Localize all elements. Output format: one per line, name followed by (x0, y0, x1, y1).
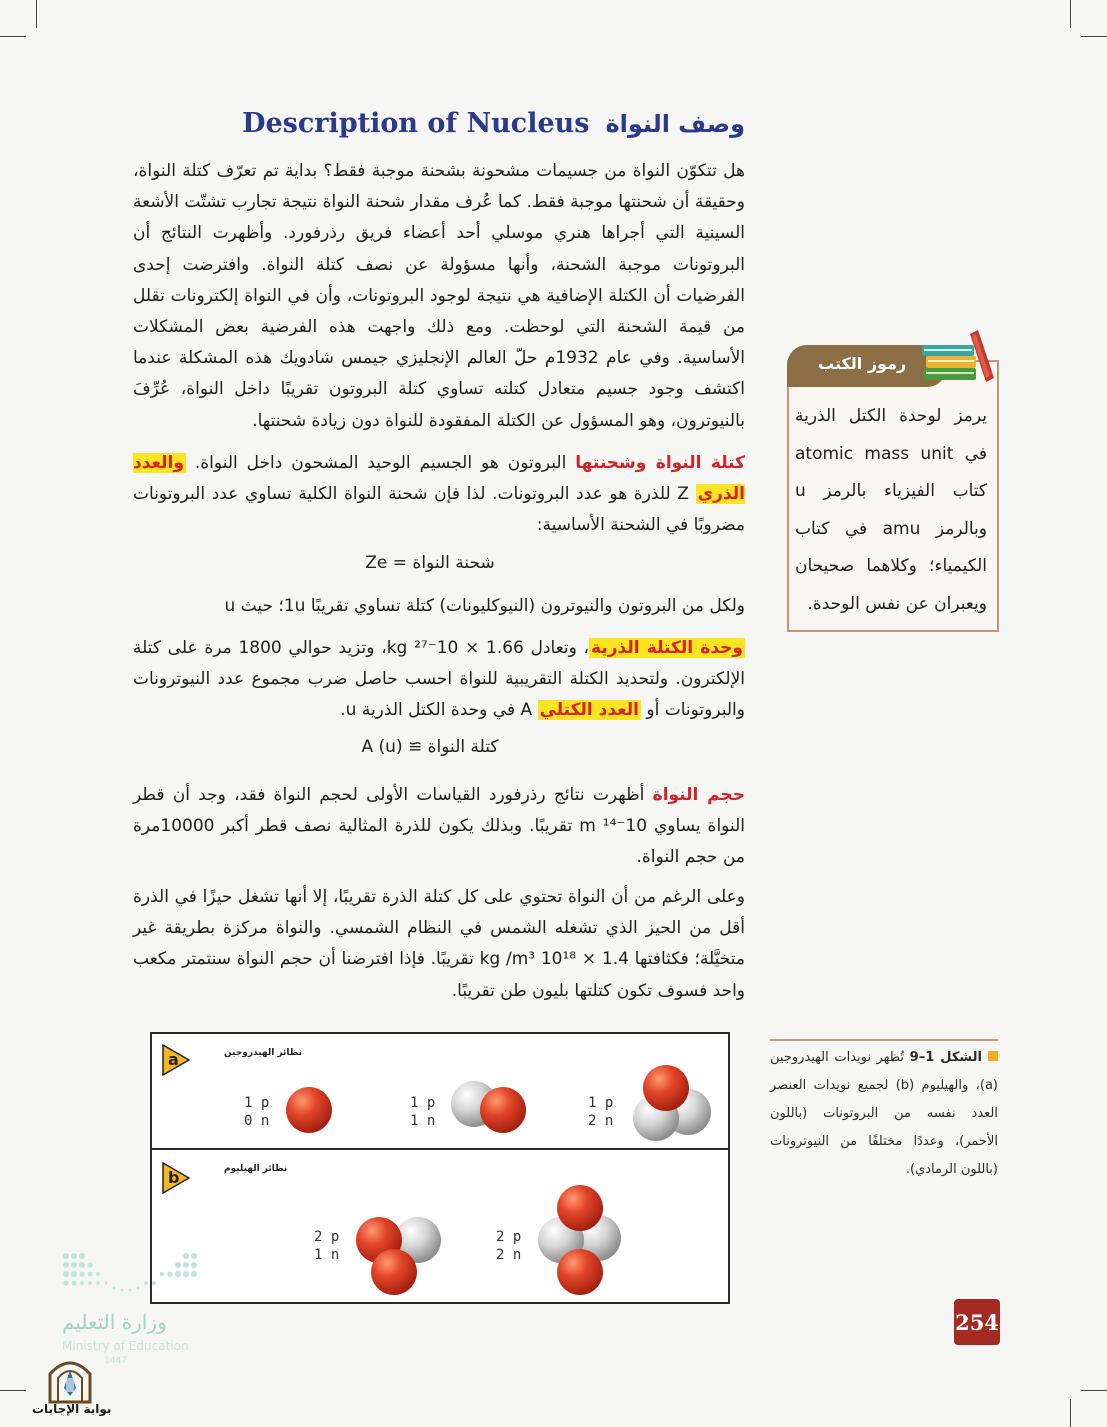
paragraph-intro: هل تتكوّن النواة من جسيمات مشحونة بشحنة موجبة فقط؟ بداية تم تعرّف كتلة النواة، وحقيقة أن شحنتها موجبة فقط. كما عُرف مقدار شحنة النواة نتيجة تجارب تشتّت الأشعة السينية التي أجراها هنري موسلي أحد أعضاء فريق رذرفورد. وأظهرت النتائج أن البروتونات موجبة الشحنة، وأنها مسؤولة عن نصف كتلة النواة. وافترضت إحدى الفرضيات أن الكتلة الإضافية هي نتيجة لوجود البروتونات، وأن في النواة إلكترونات تقلل من قيمة الشحنة التي لوحظت. ومع ذلك واجهت هذه الفرضية بعض المشكلات الأساسية. وفي عام 1932م حلّ العالم الإنجليزي جيمس شادويك هذه المشكلة عندما اكتشف وجود جسيم متعادل كتلته تساوي كتلة البروتون تقريبًا داخل النواة، عُرِّفَ بالنيوترون، وهو المسؤول عن الكتلة المفقودة للنواة دون زيادة شحنتها. (133, 161, 745, 431)
ministry-logo-icon (62, 1252, 198, 1304)
proton-sphere (557, 1185, 603, 1231)
proton-sphere (371, 1249, 417, 1295)
ministry-name-arabic: وزارة التعليم (62, 1310, 167, 1334)
proton-sphere (480, 1087, 526, 1133)
panel-a-title: نظائر الهيدروجين (224, 1048, 302, 1058)
section-title-english: Description of Nucleus (242, 108, 590, 139)
proton-count: 1 p (244, 1095, 270, 1111)
proton-count: 1 p (588, 1095, 614, 1111)
equation-charge: شحنة النواة = Ze (365, 553, 495, 573)
site-logo-text: بوابة الإجابات (32, 1402, 112, 1416)
panel-b-title: نظائر الهيليوم (224, 1164, 288, 1174)
page-number: 254 (954, 1299, 1000, 1345)
paragraph-text: Z للذرة هو عدد البروتونات. لذا فإن شحنة النواة الكلية تساوي عدد البروتونات مضروبًا في الشحنة الأساسية: (133, 484, 745, 536)
paragraph-text: أظهرت نتائج رذرفورد القياسات الأولى لحجم النواة فقد، وجد أن قطر النواة يساوي 10⁻¹⁴ m تقريبًا. وبذلك يكون للذرة المثالية نصف قطر أكبر 10000مرة من حجم النواة. (133, 785, 745, 868)
paragraph-density: وعلى الرغم من أن النواة تحتوي على كل كتلة الذرة تقريبًا، إلا أنها تشغل حيزًا في الذرة أقل من الحيز الذي تشغله الشمس في النظام الشمسي. والنواة مركزة بطريقة غير متخيَّلة؛ فكثافتها 1.4 × 10¹⁸ kg /m³ تقريبًا. فإذا افترضنا أن حجم النواة سنتمتر مكعب واحد فسوف تكون كتلتها بليون طن تقريبًا. (133, 887, 746, 1001)
proton-sphere (557, 1249, 603, 1295)
highlight-atomic-mass-unit: وحدة الكتلة الذرية (591, 638, 743, 658)
paragraph-text: البروتون هو الجسيم الوحيد المشحون داخل النواة. (185, 453, 576, 473)
side-note-body: يرمز لوحدة الكتل الذرية في atomic mass unit كتاب الفيزياء بالرمز u وبالرمز amu في كتاب الكيمياء؛ وكلاهما صحيحان ويعبران عن نفس الوحدة. (795, 406, 987, 614)
figure-caption (770, 1044, 998, 1184)
ministry-name-english: Ministry of Education (62, 1339, 189, 1353)
paragraph-nucleons: ولكل من البروتون والنيوترون (النيوكليونات) كتلة تساوي تقريبًا 1u؛ حيث u (224, 596, 745, 616)
section-title-arabic: وصف النواة (605, 110, 745, 138)
proton-sphere (286, 1087, 332, 1133)
caption-bullet-icon (988, 1051, 998, 1061)
neutron-count: 2 n (496, 1247, 522, 1263)
panel-b-letter: b (168, 1168, 180, 1187)
panel-a-letter: a (168, 1050, 179, 1069)
highlight-mass-number: العدد الكتلي (539, 700, 639, 721)
neutron-count: 2 n (588, 1113, 614, 1129)
highlight-atomic-number: والعدد الذري (133, 453, 745, 505)
proton-count: 2 p (314, 1229, 340, 1245)
caption-rule (770, 1039, 998, 1041)
proton-count: 1 p (410, 1095, 436, 1111)
ministry-year: 1447 (104, 1356, 127, 1366)
caption-label: الشكل 1–9 (909, 1050, 982, 1065)
equation-mass: كتلة النواة ≅ A (u) (361, 737, 499, 757)
neutron-count: 0 n (244, 1113, 270, 1129)
keyword-size: حجم النواة (652, 785, 745, 805)
side-note-heading: رموز الكتب (818, 354, 907, 373)
paragraph-text: ، وتعادل 1.66 × 10⁻²⁷ kg، وتزيد حوالي 1800 مرة على كتلة الإلكترون. ولتحديد الكتلة التقريبية للنواة احسب حاصل ضرب مجموع عدد النيوترونات والبروتونات أو (133, 638, 745, 721)
caption-text: تُظهر نويدات الهيدروجين (a)، والهيليوم (b) لجميع نويدات العنصر العدد نفسه من البروتونات (باللون الأحمر)، وعددًا مختلفًا من النيوترونات (باللون الرمادي). (770, 1050, 998, 1177)
neutron-count: 1 n (314, 1247, 340, 1263)
proton-sphere (643, 1065, 689, 1111)
paragraph-text: A في وحدة الكتل الذرية u. (340, 700, 538, 721)
keyword-mass-charge: كتلة النواة وشحنتها (575, 453, 745, 473)
proton-count: 2 p (496, 1229, 522, 1245)
neutron-count: 1 n (410, 1113, 436, 1129)
